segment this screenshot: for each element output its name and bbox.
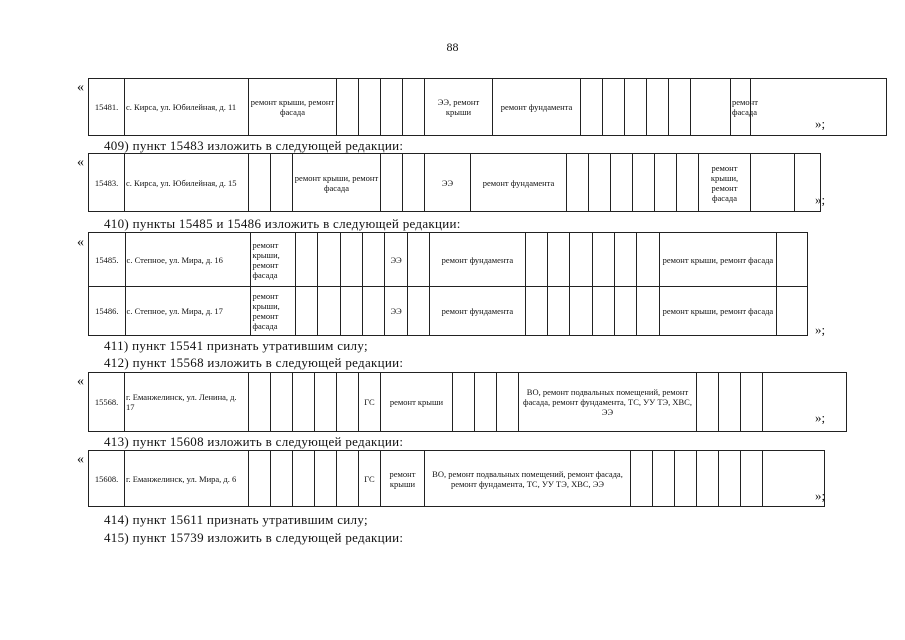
address-cell: с. Кирса, ул. Юбилейная, д. 11	[125, 79, 249, 136]
quote-close: »;	[815, 488, 826, 503]
register-table-15483	[88, 153, 821, 212]
table-row	[89, 79, 887, 136]
instruction-409: 409) пункт 15483 изложить в следующей редакции:	[104, 138, 404, 153]
row-number: 15485.	[89, 233, 126, 287]
quote-close: »;	[815, 322, 826, 337]
address-cell: с. Кирса, ул. Юбилейная, д. 15	[125, 154, 249, 212]
work-cell: ремонт фундамента	[430, 233, 525, 287]
table-row	[89, 451, 825, 507]
row-number: 15486.	[89, 287, 126, 336]
register-table-15485-15486	[88, 232, 808, 336]
work-cell: ремонт крыши, ремонт фасада	[699, 154, 751, 212]
work-cell: ЭЭ	[425, 154, 471, 212]
table-row	[89, 154, 821, 212]
quote-open: «	[77, 374, 84, 389]
instruction-413: 413) пункт 15608 изложить в следующей редакции:	[104, 434, 404, 449]
register-table-15481	[88, 78, 887, 136]
table-row	[89, 287, 808, 336]
instruction-412: 412) пункт 15568 изложить в следующей редакции:	[104, 355, 404, 370]
work-cell: ремонт крыши, ремонт фасада	[251, 233, 296, 287]
work-cell: ремонт крыши, ремонт фасада	[293, 154, 381, 212]
quote-open: «	[77, 452, 84, 467]
quote-open: «	[77, 80, 84, 95]
quote-open: «	[77, 155, 84, 170]
work-cell: ГС	[359, 451, 381, 507]
work-cell: ремонт фасада	[731, 79, 751, 136]
register-table-15608	[88, 450, 825, 507]
work-cell: ЭЭ	[385, 287, 407, 336]
instruction-410: 410) пункты 15485 и 15486 изложить в следующей редакции:	[104, 216, 461, 231]
row-number: 15608.	[89, 451, 125, 507]
row-number: 15568.	[89, 373, 125, 432]
address-cell: с. Степное, ул. Мира, д. 16	[125, 233, 251, 287]
work-cell: ремонт крыши, ремонт фасада	[659, 233, 777, 287]
work-cell: ремонт крыши	[381, 451, 425, 507]
table-row	[89, 373, 847, 432]
work-cell: ремонт фундамента	[430, 287, 525, 336]
work-cell: ремонт фундамента	[493, 79, 581, 136]
instruction-411: 411) пункт 15541 признать утратившим силу;	[104, 338, 368, 353]
page-number: 88	[446, 40, 459, 54]
instruction-414: 414) пункт 15611 признать утратившим силу;	[104, 512, 368, 527]
table-row	[89, 233, 808, 287]
work-cell: ВО, ремонт подвальных помещений, ремонт фасада, ремонт фундамента, ТС, УУ ТЭ, ХВС, ЭЭ	[425, 451, 631, 507]
instruction-415: 415) пункт 15739 изложить в следующей редакции:	[104, 530, 404, 545]
work-cell: ремонт фундамента	[471, 154, 567, 212]
address-cell: с. Степное, ул. Мира, д. 17	[125, 287, 251, 336]
row-number: 15481.	[89, 79, 125, 136]
work-cell: ВО, ремонт подвальных помещений, ремонт фасада, ремонт фундамента, ТС, УУ ТЭ, ХВС, ЭЭ	[519, 373, 697, 432]
quote-close: »;	[815, 116, 826, 131]
work-cell: ремонт крыши, ремонт фасада	[249, 79, 337, 136]
work-cell: ЭЭ	[385, 233, 407, 287]
address-cell: г. Еманжелинск, ул. Мира, д. 6	[125, 451, 249, 507]
row-number: 15483.	[89, 154, 125, 212]
quote-open: «	[77, 235, 84, 250]
quote-close: »;	[815, 410, 826, 425]
address-cell: г. Еманжелинск, ул. Ленина, д. 17	[125, 373, 249, 432]
register-table-15568	[88, 372, 847, 432]
work-cell: ремонт крыши	[381, 373, 453, 432]
work-cell: ремонт крыши, ремонт фасада	[251, 287, 296, 336]
work-cell: ЭЭ, ремонт крыши	[425, 79, 493, 136]
work-cell: ремонт крыши, ремонт фасада	[659, 287, 777, 336]
quote-close: »;	[815, 192, 826, 207]
work-cell: ГС	[359, 373, 381, 432]
